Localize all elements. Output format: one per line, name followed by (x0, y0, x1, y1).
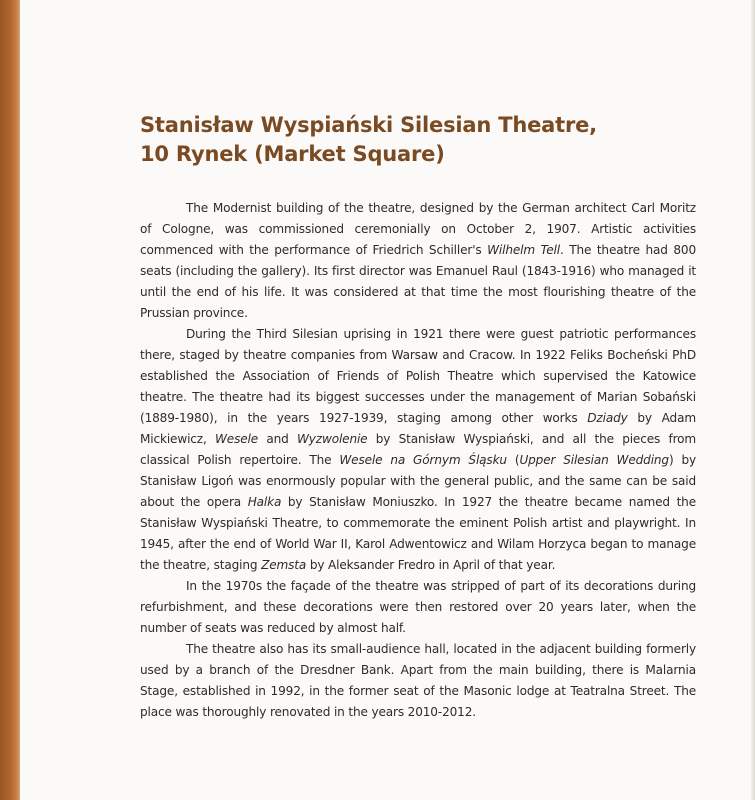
text-run: by Adam Mickiewicz, (140, 411, 696, 446)
title-line-1: Stanisław Wyspiański Silesian Theatre, (140, 113, 597, 137)
text-run: ) by Stanisław Ligoń was enormously popular with the general public, and the same can be said about the opera (140, 453, 696, 509)
text-run: ( (506, 453, 520, 467)
paragraph-3 (140, 576, 696, 639)
work-title: Wesele (215, 432, 259, 446)
work-title: Upper Silesian Wedding (519, 453, 669, 467)
work-title: Halka (247, 495, 282, 509)
book-spine-edge (0, 0, 20, 800)
work-title: Wesele na Górnym Śląsku (339, 453, 507, 467)
text-run: . The theatre had 800 seats (including the gallery). Its first director was Emanuel Raul (1843-1916) who managed it until the end of his life. It was considered at that time the most flourishing theatre of the Prussian province. (140, 243, 696, 320)
text-run: by Stanisław Moniuszko. In 1927 the theatre became named the Stanisław Wyspiański Theatre, to commemorate the eminent Polish artist and playwright. In 1945, after the end of World War II, Karol Adwentowicz and Wilam Horzyca began to manage the theatre, staging (140, 495, 696, 572)
paragraph-4 (140, 639, 696, 723)
work-title: Dziady (587, 411, 628, 425)
work-title: Zemsta (261, 558, 307, 572)
article-body (140, 198, 696, 723)
page-title (140, 111, 660, 169)
text-run: by Stanisław Wyspiański, and all the pieces from classical Polish repertoire. The (140, 432, 697, 467)
text-run: by Aleksander Fredro in April of that year. (306, 558, 556, 572)
text-run: The theatre also has its small-audience hall, located in the adjacent building formerly used by a branch of the Dresdner Bank. Apart from the main building, there is Malarnia Stage, established in 1992, in the former seat of the Masonic lodge at Teatralna Street. The place was thoroughly renovated in the years 2010-2012. (140, 642, 696, 719)
text-run: The Modernist building of the theatre, designed by the German architect Carl Moritz of Cologne, was commissioned ceremonially on October 2, 1907. Artistic activities commenced with the performance of Friedrich Schiller's (140, 201, 696, 257)
page-edge (751, 0, 755, 800)
text-run: and (258, 432, 297, 446)
title-line-2: 10 Rynek (Market Square) (140, 142, 445, 166)
text-run: During the Third Silesian uprising in 1921 there were guest patriotic performances there, staged by theatre companies from Warsaw and Cracow. In 1922 Feliks Bocheński PhD established the Association of Friends of Polish Theatre which supervised the Katowice theatre. The theatre had its biggest successes under the management of Marian Sobański (1889-1980), in the years 1927-1939, staging among other works (140, 327, 696, 425)
work-title: Wyzwolenie (296, 432, 368, 446)
text-run: In the 1970s the façade of the theatre was stripped of part of its decorations during refurbishment, and these decorations were then restored over 20 years later, when the number of seats was reduced by almost half. (140, 579, 696, 635)
paragraph-2 (140, 324, 696, 576)
work-title: Wilhelm Tell (487, 243, 560, 257)
paragraph-1 (140, 198, 696, 324)
